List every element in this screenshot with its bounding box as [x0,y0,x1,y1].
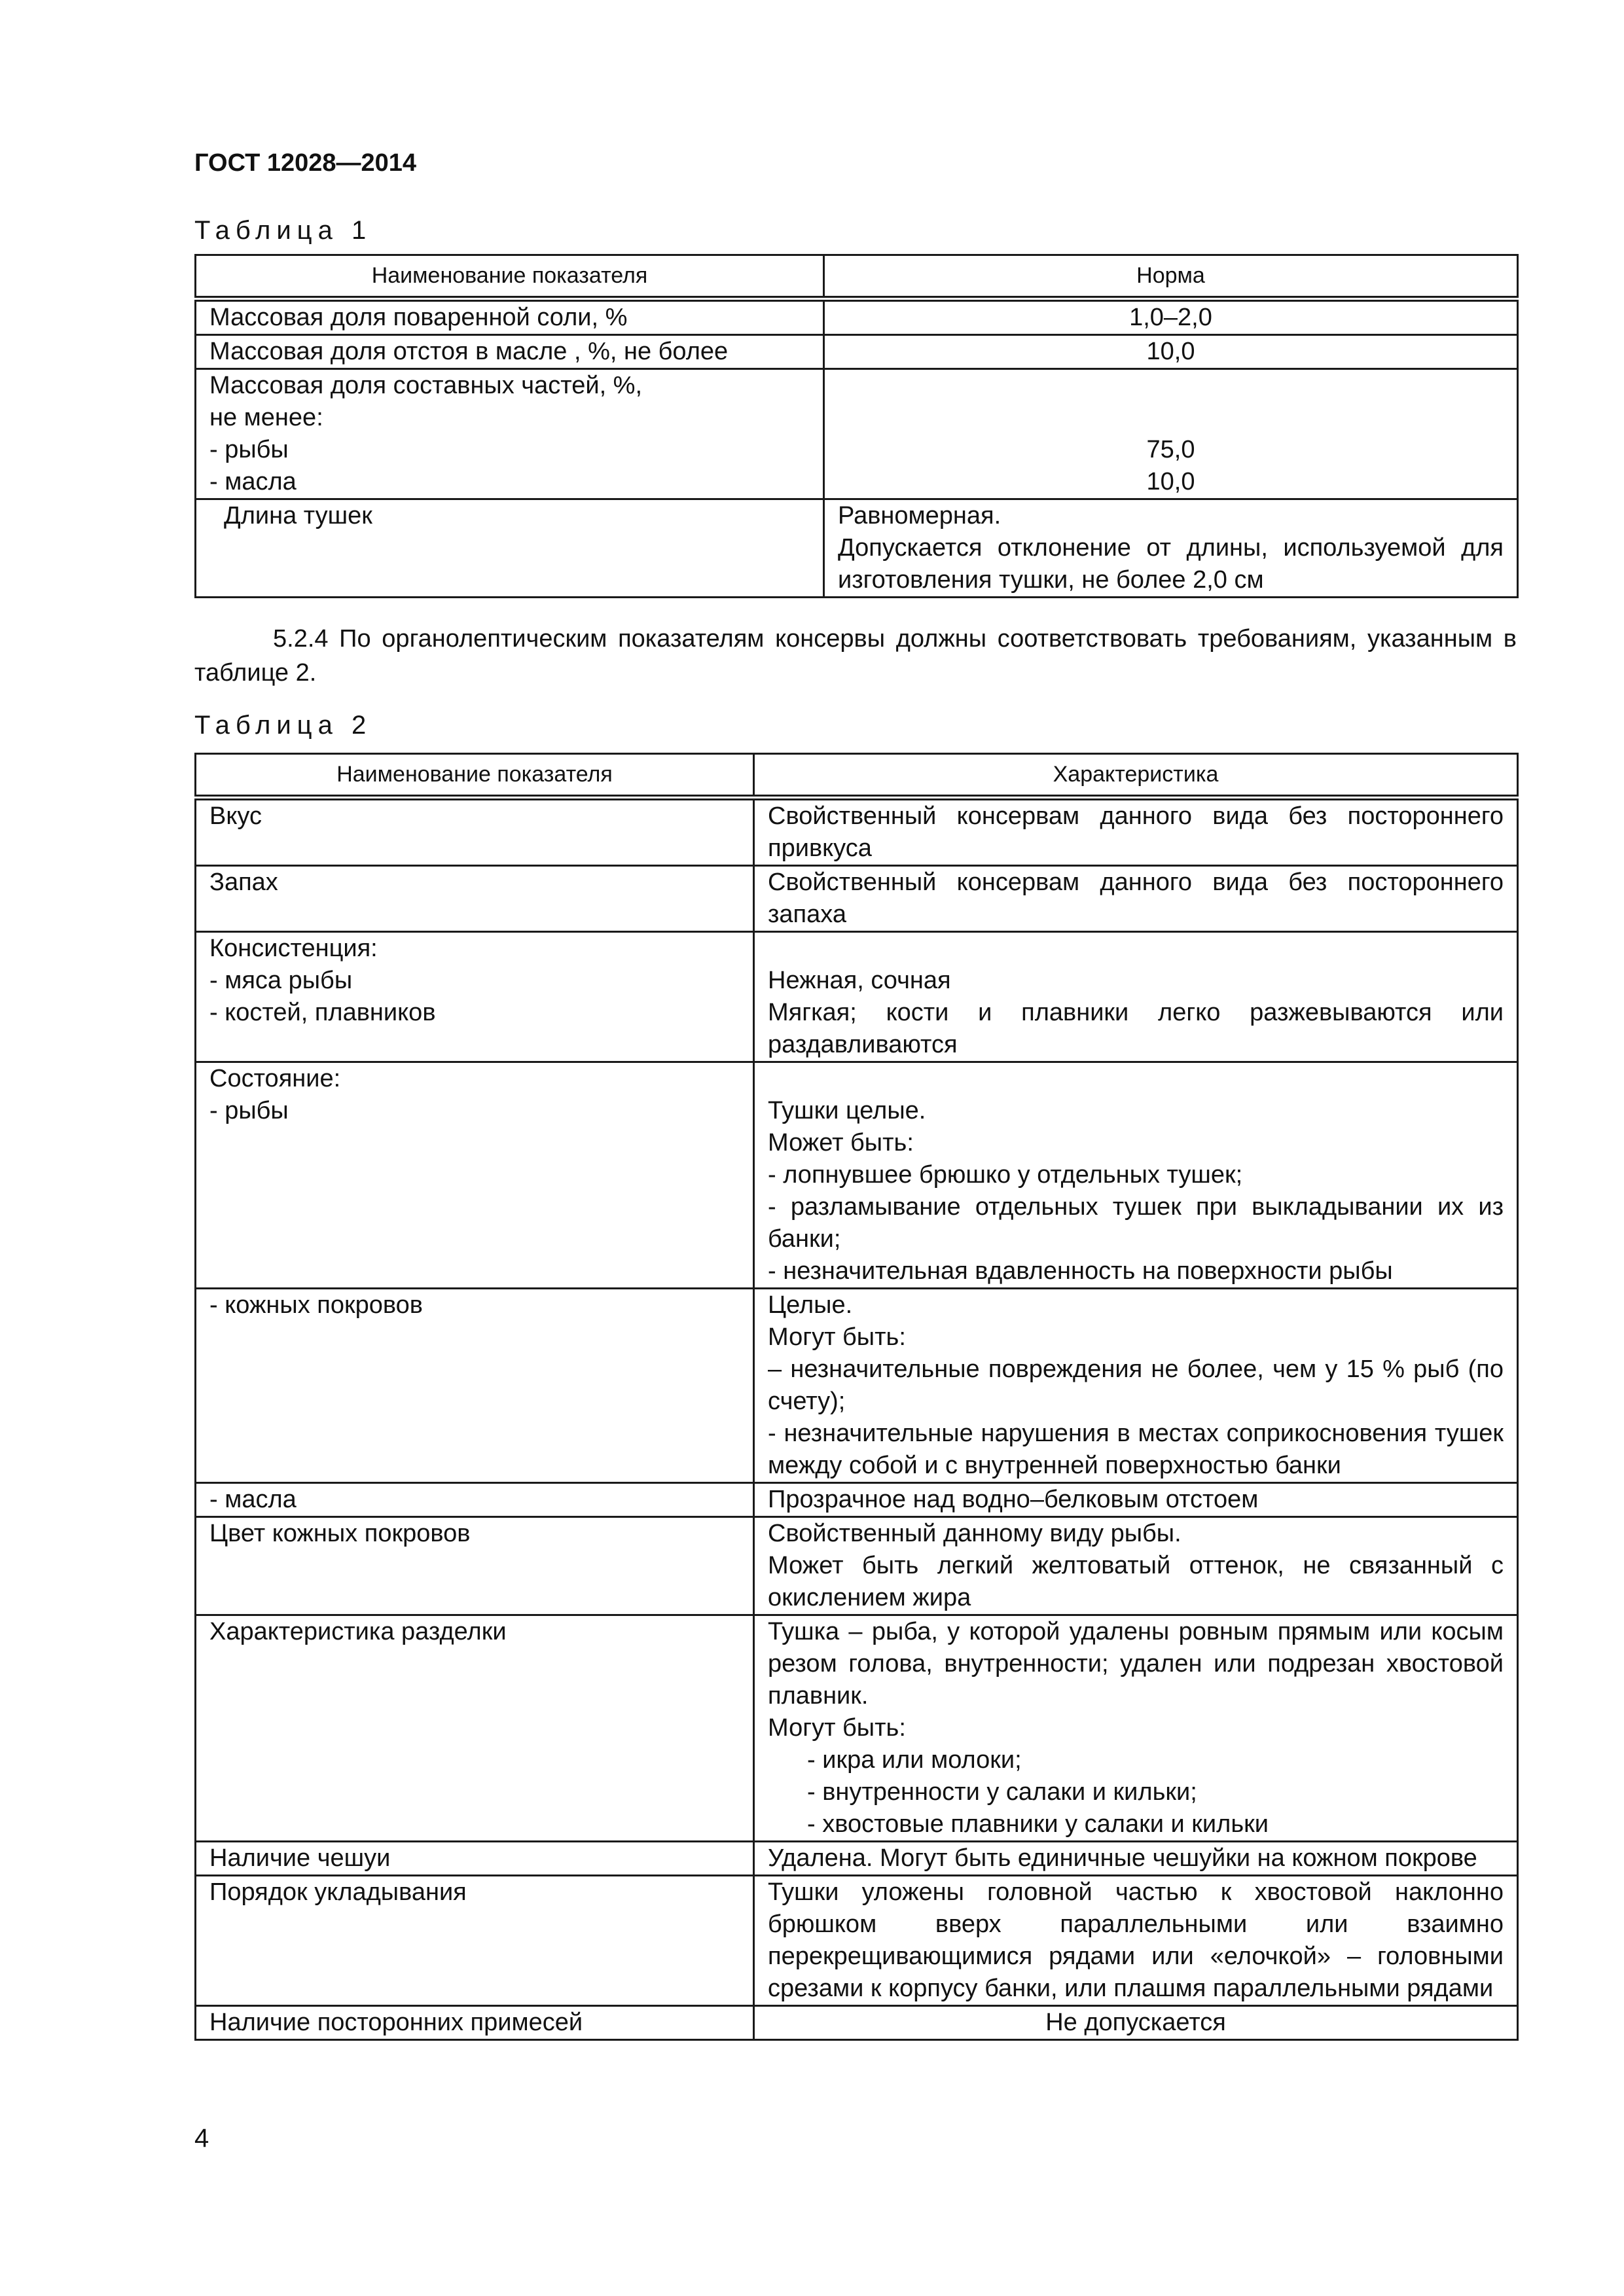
cell-line: - масла [209,468,297,495]
table2-cell-value [754,1876,1518,2006]
table2-cell-value [754,1062,1518,1289]
table1-header-norm: Норма [824,255,1518,299]
cell-line: 10,0 [1146,338,1195,365]
cell-line: - масла [209,1486,297,1513]
cell-line: Наличие посторонних примесей [209,2009,583,2036]
table1-cell-value [824,299,1518,335]
table2-cell-name [196,1483,754,1517]
table1-header-row [196,255,1518,299]
cell-line: Допускается отклонение от длины, используемой для изготовления тушки, не более 2,0 см [838,534,1504,594]
table1-cell-value [824,369,1518,499]
cell-line: Длина тушек [224,502,372,529]
table2-cell-name [196,1842,754,1876]
cell-line: Порядок укладывания [209,1878,467,1906]
cell-line: - рыбы [209,436,289,463]
cell-line: Могут быть: [768,1714,906,1742]
table-row [196,499,1518,598]
cell-line: не менее: [209,404,323,431]
table-row [196,1876,1518,2006]
table2-cell-name [196,866,754,932]
cell-line [768,933,1504,965]
cell-line: - внутренности у салаки и кильки; [807,1778,1197,1806]
cell-line: Массовая доля отстоя в масле , %, не более [209,338,729,365]
cell-line: - рыбы [209,1097,289,1124]
table2-cell-value [754,798,1518,866]
table2-cell-name [196,2006,754,2040]
table-row [196,299,1518,335]
cell-line: Свойственный консервам данного вида без постороннего привкуса [768,802,1504,862]
table1-header-name: Наименование показателя [196,255,824,299]
cell-line: - незначительные нарушения в местах соприкосновения тушек между собой и с внутренней поверхностью банки [768,1420,1504,1479]
table1-caption: Таблица 1 [194,216,372,245]
table-row [196,335,1518,369]
cell-line: Массовая доля составных частей, %, [209,372,643,399]
cell-line: 1,0–2,0 [1129,304,1212,331]
cell-line: Нежная, сочная [768,967,951,994]
cell-line: - хвостовые плавники у салаки и кильки [807,1810,1269,1838]
table2-header-name: Наименование показателя [196,754,754,798]
table2-cell-name [196,1876,754,2006]
page-number: 4 [194,2124,209,2153]
cell-line: Консистенция: [209,935,378,962]
cell-line: Может быть легкий желтоватый оттенок, не связанный с окислением жира [768,1552,1504,1611]
table2-header-characteristic: Характеристика [754,754,1518,798]
table2-header-row [196,754,1518,798]
cell-line: Не допускается [1045,2009,1226,2036]
cell-line: Удалена. Могут быть единичные чешуйки на кожном покрове [768,1844,1477,1872]
table-row [196,2006,1518,2040]
table-row [196,1062,1518,1289]
cell-line: - икра или молоки; [807,1746,1022,1774]
table2-cell-name [196,932,754,1062]
table2-cell-name [196,798,754,866]
table-row [196,369,1518,499]
document-header: ГОСТ 12028—2014 [194,149,417,177]
table2-cell-name [196,1289,754,1483]
table-row [196,1483,1518,1517]
table2-cell-value [754,866,1518,932]
cell-line: - разламывание отдельных тушек при выкладывании их из банки; [768,1193,1504,1253]
table2-caption: Таблица 2 [194,711,372,740]
cell-line: - кожных покровов [209,1291,423,1319]
cell-line: 10,0 [1146,468,1195,495]
table1-cell-name [196,299,824,335]
table2-cell-value [754,1517,1518,1615]
table-row [196,798,1518,866]
table-row [196,1615,1518,1842]
cell-line: Мягкая; кости и плавники легко разжевываются или раздавливаются [768,999,1504,1058]
table2-cell-value [754,932,1518,1062]
cell-line: 75,0 [1146,436,1195,463]
cell-line: Тушки уложены головной частью к хвостовой наклонно брюшком вверх параллельными или взаимно перекрещивающимися рядами или «елочкой» – головными срезами к корпусу банки, или плашмя параллельными рядами [768,1878,1504,2002]
cell-line: Массовая доля поваренной соли, % [209,304,628,331]
cell-line: - незначительная вдавленность на поверхности рыбы [768,1257,1393,1285]
cell-line: - мяса рыбы [209,967,353,994]
cell-line: Запах [209,869,278,896]
cell-line: Цвет кожных покровов [209,1520,471,1547]
table-row [196,932,1518,1062]
cell-line: Прозрачное над водно–белковым отстоем [768,1486,1259,1513]
cell-line [838,402,1504,434]
cell-line [838,370,1504,402]
section-paragraph: 5.2.4 По органолептическим показателям консервы должны соответствовать требованиям, указанным в таблице 2. [194,625,1517,687]
cell-line: Равномерная. [838,502,1001,529]
table2-cell-value [754,2006,1518,2040]
cell-line: - лопнувшее брюшко у отдельных тушек; [768,1161,1243,1189]
cell-line: Могут быть: [768,1323,906,1351]
table-row [196,1517,1518,1615]
table2-cell-value [754,1289,1518,1483]
cell-line: Наличие чешуи [209,1844,391,1872]
cell-line: Тушки целые. [768,1097,926,1124]
cell-line: Состояние: [209,1065,341,1092]
table1-cell-name [196,499,824,598]
table2-cell-value [754,1842,1518,1876]
table1-cell-name [196,369,824,499]
cell-line: Свойственный данному виду рыбы. [768,1520,1182,1547]
table2-cell-name [196,1062,754,1289]
table1-cell-value [824,335,1518,369]
cell-line [768,1063,1504,1095]
cell-line: Вкус [209,802,262,830]
table2-cell-name [196,1615,754,1842]
cell-line: Тушка – рыба, у которой удалены ровным прямым или косым резом голова, внутренности; удален или подрезан хвостовой плавник. [768,1618,1504,1710]
cell-line: Свойственный консервам данного вида без постороннего запаха [768,869,1504,928]
table2-cell-value [754,1615,1518,1842]
table-2 [194,753,1519,2041]
cell-line: Целые. [768,1291,853,1319]
cell-line: Может быть: [768,1129,914,1157]
cell-line: – незначительные повреждения не более, чем у 15 % рыб (по счету); [768,1355,1504,1415]
table-1 [194,254,1519,598]
table-row [196,1289,1518,1483]
table-row [196,1842,1518,1876]
cell-line: Характеристика разделки [209,1618,507,1645]
table1-cell-name [196,335,824,369]
table2-cell-name [196,1517,754,1615]
table2-cell-value [754,1483,1518,1517]
table-row [196,866,1518,932]
cell-line: - костей, плавников [209,999,436,1026]
table1-cell-value [824,499,1518,598]
